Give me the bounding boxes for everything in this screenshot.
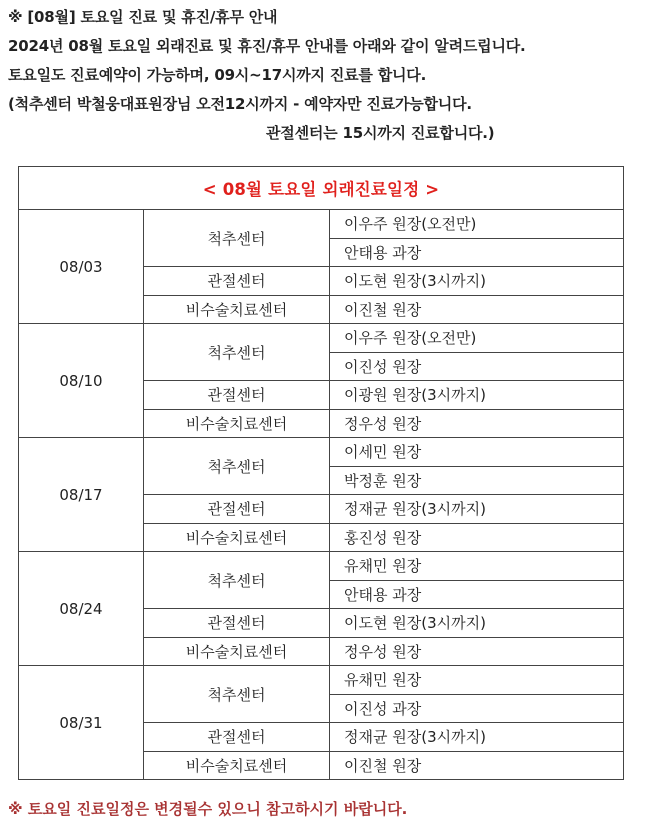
saturday-schedule-table [18,166,624,780]
doctor-name: 이우주 원장(오전만) [330,324,624,353]
table-row [19,552,624,581]
notice-joint-exception: 관절센터는 15시까지 진료합니다.) [266,124,495,142]
doctor-name: 안태용 과장 [330,580,624,609]
center-name-joint: 관절센터 [144,609,330,638]
doctor-name: 정재균 원장(3시까지) [330,723,624,752]
center-name-spine: 척추센터 [144,552,330,609]
doctor-name: 이진성 원장 [330,352,624,381]
notice-heading: ※ [08월] 토요일 진료 및 휴진/휴무 안내 [8,8,278,26]
center-name-spine: 척추센터 [144,210,330,267]
center-name-nonsurgical: 비수술치료센터 [144,637,330,666]
center-name-joint: 관절센터 [144,381,330,410]
table-title: < 08월 토요일 외래진료일정 > [19,167,624,210]
center-name-nonsurgical: 비수술치료센터 [144,409,330,438]
doctor-name: 이도현 원장(3시까지) [330,609,624,638]
schedule-date: 08/10 [19,324,144,438]
notice-intro: 2024년 08월 토요일 외래진료 및 휴진/휴무 안내를 아래와 같이 알려드립니다. [8,37,526,55]
doctor-name: 이진철 원장 [330,751,624,780]
doctor-name: 이진철 원장 [330,295,624,324]
schedule-date: 08/31 [19,666,144,780]
table-row [19,438,624,467]
notice-hours: 토요일도 진료예약이 가능하며, 09시~17시까지 진료를 합니다. [8,66,427,84]
doctor-name: 홍진성 원장 [330,523,624,552]
table-row [19,210,624,239]
doctor-name: 이우주 원장(오전만) [330,210,624,239]
doctor-name: 이광원 원장(3시까지) [330,381,624,410]
center-name-nonsurgical: 비수술치료센터 [144,523,330,552]
doctor-name: 유채민 원장 [330,666,624,695]
table-row [19,324,624,353]
center-name-joint: 관절센터 [144,267,330,296]
center-name-nonsurgical: 비수술치료센터 [144,751,330,780]
schedule-date: 08/17 [19,438,144,552]
table-row [19,666,624,695]
doctor-name: 이세민 원장 [330,438,624,467]
footer-notice: ※ 토요일 진료일정은 변경될수 있으니 참고하시기 바랍니다. [8,800,408,818]
notice-block [8,6,648,151]
center-name-spine: 척추센터 [144,438,330,495]
center-name-spine: 척추센터 [144,324,330,381]
center-name-joint: 관절센터 [144,495,330,524]
table-title-row [19,167,624,210]
doctor-name: 안태용 과장 [330,238,624,267]
schedule-date: 08/03 [19,210,144,324]
doctor-name: 유채민 원장 [330,552,624,581]
doctor-name: 이진성 과장 [330,694,624,723]
center-name-joint: 관절센터 [144,723,330,752]
doctor-name: 정재균 원장(3시까지) [330,495,624,524]
doctor-name: 이도현 원장(3시까지) [330,267,624,296]
schedule-date: 08/24 [19,552,144,666]
doctor-name: 정우성 원장 [330,409,624,438]
center-name-spine: 척추센터 [144,666,330,723]
doctor-name: 박정훈 원장 [330,466,624,495]
doctor-name: 정우성 원장 [330,637,624,666]
center-name-nonsurgical: 비수술치료센터 [144,295,330,324]
notice-spine-exception: (척추센터 박철웅대표원장님 오전12시까지 - 예약자만 진료가능합니다. [8,95,472,113]
